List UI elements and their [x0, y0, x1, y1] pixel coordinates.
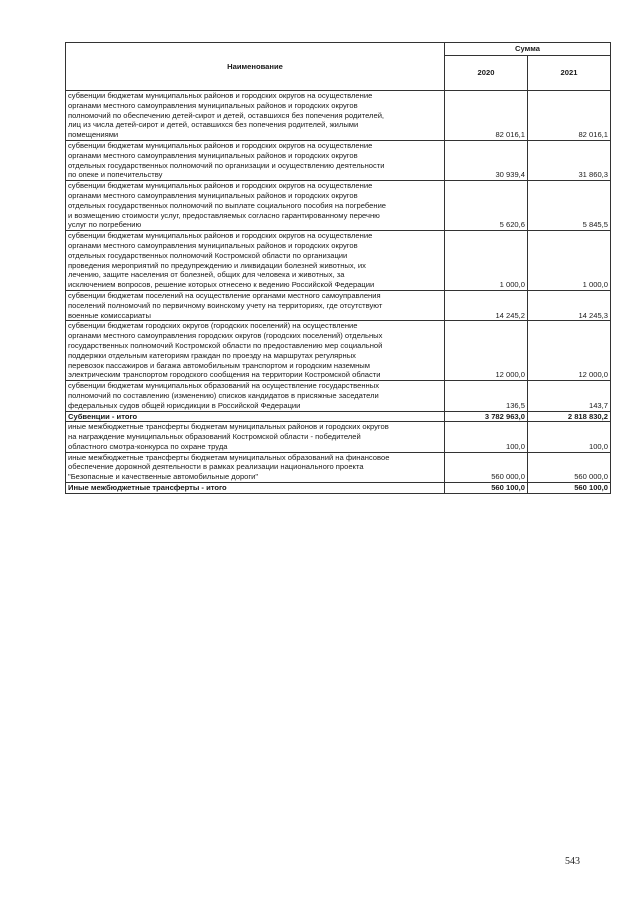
row-name-line: субвенции бюджетам муниципальных районов и городских округов на осуществление	[68, 140, 373, 150]
value-2021: 5 845,5	[528, 181, 611, 231]
value-2021: 82 016,1	[528, 91, 611, 141]
row-name-line: органами местного самоуправления муниципальных районов и городских округов	[68, 190, 358, 200]
value-2020: 100,0	[445, 422, 528, 452]
row-name-line: отдельных государственных полномочий по организации и осуществлению деятельности	[68, 160, 385, 170]
row-name-line: лиц из числа детей-сирот и детей, оставшихся без попечения родителей, жилыми	[68, 120, 359, 130]
row-name-line: субвенции бюджетам муниципальных районов и городских округов на осуществление	[68, 181, 373, 191]
row-name-line: и возмещению стоимости услуг, предоставляемых согласно гарантированному перечню	[68, 210, 380, 220]
row-name-line: органами местного самоуправления муниципальных районов и городских округов	[68, 100, 358, 110]
row-name-line: поддержки отдельным категориям граждан по проезду на маршрутах регулярных	[68, 350, 356, 360]
value-2020: 560 100,0	[445, 483, 528, 494]
row-name	[66, 381, 445, 411]
row-name-line: полномочий по составлению (изменению) списков кандидатов в присяжные заседатели	[68, 390, 379, 400]
value-2020: 12 000,0	[445, 321, 528, 381]
value-2020: 30 939,4	[445, 140, 528, 180]
row-name-line: субвенции бюджетам муниципальных районов и городских округов на осуществление	[68, 91, 373, 100]
row-name-line: иные межбюджетные трансферты бюджетам муниципальных районов и городских округов	[68, 422, 389, 432]
table-row	[66, 91, 611, 141]
row-name-line: органами местного самоуправления муниципальных районов и городских округов	[68, 240, 358, 250]
table-row	[66, 181, 611, 231]
row-name-line: органами местного самоуправления муниципальных районов и городских округов	[68, 150, 358, 160]
total-label	[66, 411, 445, 422]
table-row	[66, 381, 611, 411]
row-name-line: субвенции бюджетам муниципальных образований на осуществление государственных	[68, 381, 379, 391]
value-2020: 1 000,0	[445, 231, 528, 291]
value-2020: 82 016,1	[445, 91, 528, 141]
row-name-line: лечению, защите населения от болезней, общих для человека и животных, за	[68, 270, 345, 280]
row-name-line: иные межбюджетные трансферты бюджетам муниципальных образований на финансовое	[68, 452, 390, 462]
row-name-line: по опеке и попечительству	[68, 170, 163, 180]
row-name-line: услуг по погребению	[68, 220, 142, 230]
row-name-line: военные комиссариаты	[68, 310, 151, 320]
value-2020: 5 620,6	[445, 181, 528, 231]
row-name-line: электрическим транспортом городского сообщения на территории Костромской области	[68, 370, 381, 380]
row-name-line: "Безопасные и качественные автомобильные дороги"	[68, 472, 259, 482]
row-name-line: поселений полномочий по первичному воинскому учету на территориях, где отсутствуют	[68, 300, 383, 310]
row-name-line: отдельных государственных полномочий Костромской области по организации	[68, 250, 348, 260]
value-2021: 100,0	[528, 422, 611, 452]
value-2021: 1 000,0	[528, 231, 611, 291]
row-name-line: субвенции бюджетам муниципальных районов и городских округов на осуществление	[68, 231, 373, 241]
row-name-line: федеральных судов общей юрисдикции в Российской Федерации	[68, 400, 301, 410]
value-2021: 560 100,0	[528, 483, 611, 494]
row-name-line: полномочий по обеспечению детей-сирот и детей, оставшихся без попечения родителей,	[68, 110, 385, 120]
row-name-line: перевозок пассажиров и багажа автомобильным транспортом и городским наземным	[68, 360, 370, 370]
row-name	[66, 140, 445, 180]
header-year-2020: 2020	[445, 56, 528, 91]
value-2021: 14 245,3	[528, 290, 611, 320]
table-row	[66, 290, 611, 320]
row-name-line: областного смотра-конкурса по охране труда	[68, 441, 228, 451]
row-name-line: проведения мероприятий по предупреждению и ликвидации болезней животных, их	[68, 260, 366, 270]
header-sum: Сумма	[445, 43, 611, 56]
row-name-line: органами местного самоуправления городских округов (городских поселений) отдельных	[68, 331, 383, 341]
header-year-2021: 2021	[528, 56, 611, 91]
row-name-line: отдельных государственных полномочий по выплате социального пособия на погребение	[68, 200, 387, 210]
value-2021: 143,7	[528, 381, 611, 411]
row-name	[66, 290, 445, 320]
row-name-line: помещениями	[68, 130, 119, 140]
value-2020: 3 782 963,0	[445, 411, 528, 422]
value-2021: 12 000,0	[528, 321, 611, 381]
total-label	[66, 483, 445, 494]
row-name	[66, 181, 445, 231]
row-name-line: Иные межбюджетные трансферты - итого	[68, 483, 227, 493]
row-name-line: исключением вопросов, решение которых отнесено к ведению Российской Федерации	[68, 280, 375, 290]
row-name	[66, 452, 445, 482]
table-row	[66, 321, 611, 381]
row-name	[66, 422, 445, 452]
value-2020: 14 245,2	[445, 290, 528, 320]
row-name	[66, 321, 445, 381]
header-name: Наименование	[66, 43, 445, 91]
value-2021: 2 818 830,2	[528, 411, 611, 422]
row-name-line: государственных полномочий Костромской области по предоставлению мер социальной	[68, 340, 383, 350]
total-row	[66, 411, 611, 422]
page-number: 543	[565, 856, 580, 867]
table-row	[66, 452, 611, 482]
value-2021: 31 860,3	[528, 140, 611, 180]
row-name-line: субвенции бюджетам городских округов (городских поселений) на осуществление	[68, 321, 358, 331]
total-row	[66, 483, 611, 494]
table-row	[66, 140, 611, 180]
value-2020: 136,5	[445, 381, 528, 411]
table-row	[66, 422, 611, 452]
row-name	[66, 91, 445, 141]
row-name-line: обеспечение дорожной деятельности в рамках реализации национального проекта	[68, 462, 364, 472]
value-2020: 560 000,0	[445, 452, 528, 482]
table-row	[66, 231, 611, 291]
value-2021: 560 000,0	[528, 452, 611, 482]
row-name-line: Субвенции - итого	[68, 411, 138, 421]
row-name-line: субвенции бюджетам поселений на осуществление органами местного самоуправления	[68, 290, 381, 300]
table-body	[66, 91, 611, 494]
row-name	[66, 231, 445, 291]
budget-table	[65, 42, 611, 494]
row-name-line: на награждение муниципальных образований Костромской области - победителей	[68, 432, 361, 442]
